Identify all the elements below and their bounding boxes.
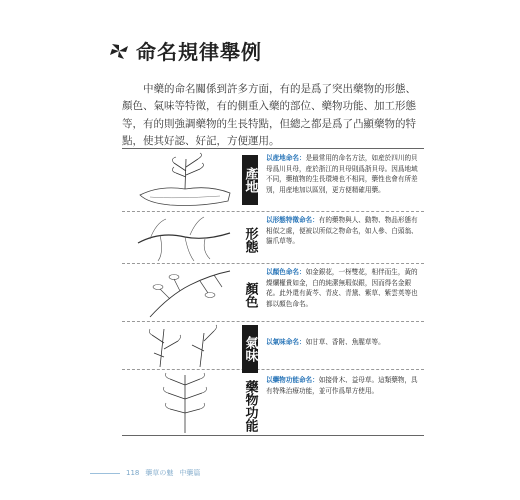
naming-examples-panel bbox=[122, 148, 424, 436]
page-footer bbox=[90, 468, 200, 478]
row-description bbox=[266, 375, 418, 396]
page-number: 118 bbox=[126, 469, 140, 477]
example-row-function bbox=[122, 369, 424, 435]
category-label: 形態 bbox=[242, 227, 258, 253]
category-label: 產地 bbox=[242, 155, 258, 205]
example-row-shape bbox=[122, 211, 424, 264]
row-key: 以藥物功能命名： bbox=[266, 376, 319, 384]
page-heading bbox=[108, 36, 262, 65]
row-key: 以形態特徵命名： bbox=[266, 216, 319, 224]
footer-rule bbox=[90, 473, 120, 474]
row-description bbox=[266, 215, 418, 247]
row-key: 以産地命名： bbox=[266, 154, 306, 162]
page-title: 命名規律舉例 bbox=[136, 40, 262, 64]
row-description bbox=[266, 337, 418, 348]
footer-section: 藥草の魅 bbox=[145, 469, 174, 477]
row-text: 如金銀花，一枒雙花，相伴而生，黃的燦爛權貴如金，白的純潔無瑕似銀，因而得名金銀花。此外還有黃芩、青皮、青黛、紫草、紫雲英等也都以顏色命名。 bbox=[266, 268, 418, 308]
category-label: 藥物功能 bbox=[242, 380, 258, 432]
example-row-color bbox=[122, 263, 424, 322]
plant-illustration-shape bbox=[130, 213, 240, 263]
plant-illustration-origin bbox=[130, 151, 240, 209]
row-description bbox=[266, 153, 418, 195]
category-label: 氣味 bbox=[242, 325, 258, 373]
footer-subsection: 中藥篇 bbox=[179, 469, 201, 477]
row-text: 如接骨木、益母草。這類藥物，具有特殊治療功能，並可作爲單方使用。 bbox=[266, 376, 418, 395]
row-key: 以氣味命名： bbox=[266, 338, 306, 346]
row-text: 如甘草、香附、魚腥草等。 bbox=[305, 338, 385, 346]
row-description bbox=[266, 267, 418, 309]
plant-illustration-function bbox=[130, 371, 240, 433]
category-label: 顏色 bbox=[242, 282, 258, 308]
pinwheel-icon bbox=[108, 42, 130, 60]
row-key: 以顏色命名： bbox=[266, 268, 306, 276]
row-text: 有的藥物與人、動物、物品形態有相似之處，便被以所似之物命名，如人參、白頭翁、貓爪草等。 bbox=[266, 216, 418, 245]
example-row-origin bbox=[122, 149, 424, 212]
example-row-smell bbox=[122, 321, 424, 370]
plant-illustration-color bbox=[130, 265, 240, 321]
intro-paragraph: 中藥的命名關係到許多方面，有的是爲了突出藥物的形態、顏色、氣味等特徵，有的側重入藥的部位、藥物功能、加工形態等，有的則強調藥物的生長特點，但總之都是爲了凸顯藥物的特點，使其好認、好記，方便運用。 bbox=[122, 82, 416, 147]
row-text: 是最常用的命名方法，如産於四川的貝母爲川貝母，産於浙江的貝母則爲浙貝母。因爲地域不同，藥植物的生長環境也不相同，藥性也會有所差別，用産地加以區別，更方便精確用藥。 bbox=[266, 154, 418, 194]
plant-illustration-smell bbox=[130, 323, 240, 369]
